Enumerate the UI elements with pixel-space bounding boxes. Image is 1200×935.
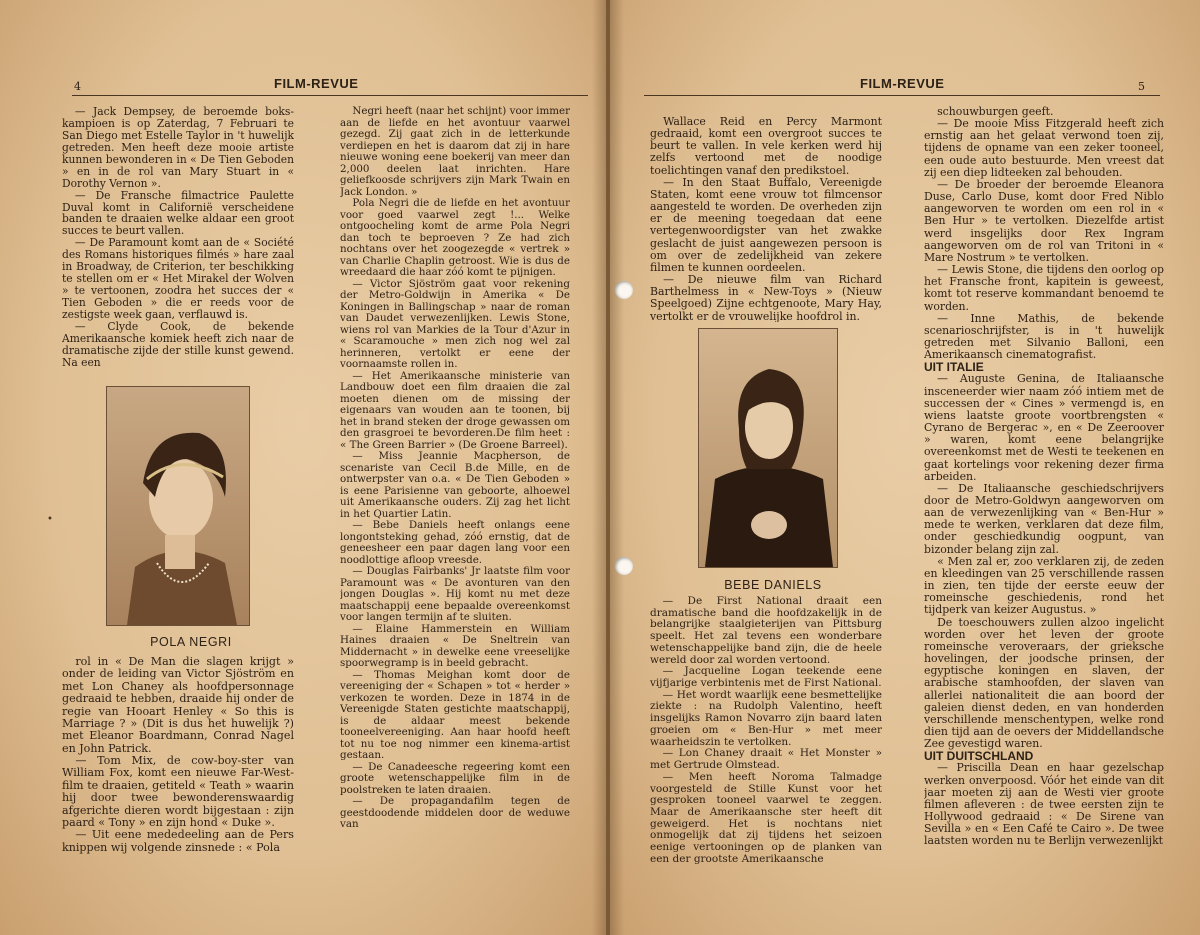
paragraph: — De broeder der beroemde Eleanora Duse, Carlo Duse, komt door Fred Niblo aangeworven te worden om een rol in « Ben Hur » te vertolken. Diezelfde artist werd insgelijks door Rex Ingram aangeworven om de rol van Tritoni in « Mare Nostrum » te vertolken. (924, 177, 1164, 264)
paragraph: — Elaine Hammerstein en William Haines draaien « De Sneltrein van Middernacht » in dewelke eene vreeselijke spoorwegramp is in beeld gebracht. (340, 622, 570, 669)
paragraph: — Inne Mathis, de bekende scenarioschrijfster, is in 't huwelijk getreden met Silvanio Balloni, een Amerikaansch cinematografist. (924, 311, 1164, 362)
paragraph: — De First National draait een dramatische band die hoofdzakelijk in de belangrijke staalgieterijen van Pittsburg speelt. Het zal tevens een wonderbare wetenschappelijke band zijn, die de heele wereld door zal worden vertoond. (650, 596, 882, 666)
col2-section-a (924, 106, 1164, 361)
header-rule (644, 95, 1160, 96)
paragraph: Negri heeft (naar het schijnt) voor immer aan de liefde en het avontuur vaarwel gezegd. Zij gaat zich in de letterkunde verdiepen en het is daarom dat zij in hare nieuwe woning eene boekerij van meer dan 2,000 deelen laat inrichten. Hare geliefkoosde schrijvers zijn Mark Twain en Jack London. » (340, 106, 570, 198)
portrait-image (699, 329, 837, 567)
paragraph: — De mooie Miss Fitzgerald heeft zich ernstig aan het gelaat verwond toen zij, tijdens de opname van een zeker tooneel, een oude auto bestuurde. Men vreest dat zij een diep lidteeken zal behouden. (924, 117, 1164, 179)
paragraph: — Jack Dempsey, de beroemde boks-kampioen is op Zaterdag, 7 Februari te San Diego met Estelle Taylor in 't huwelijk getreden. Men heeft deze mooie artiste kunnen bewonderen in « De Tien Geboden » en in de rol van Mary Stuart in « Dorothy Vernon ». (62, 106, 294, 190)
paragraph: — Auguste Genina, de Italiaansche insceneerder wier naam zóó intiem met de successen der « Cines » vermengd is, en wiens laatste groote voortbrengsten « Cyrano de Bergerac », en « De Zeeroover » waren, komt eene belangrijke overeenkomst met de Westi te teekenen en gaat kortelings voor rekening dezer firma arbeiden. (924, 372, 1164, 483)
paragraph: — Het wordt waarlijk eene besmettelijke ziekte : na Rudolph Valentino, heeft insgelijks Ramon Novarro zijn baard laten groeien om « Ben-Hur » met meer waarheidszin te vertolken. (650, 688, 882, 748)
paragraph: — De Fransche filmactrice Paulette Duval komt in Californië verscheidene banden te draaien welke aldaar een groot succes te beurt vallen. (62, 188, 294, 238)
right-col2 (924, 106, 1164, 856)
bebe-daniels-photo (698, 328, 838, 568)
right-page (610, 0, 1200, 935)
punch-hole (615, 557, 633, 575)
paragraph: — Clyde Cook, de bekende Amerikaansche komiek heeft zich naar de dramatische zijde der stille kunst gewend. Na een (62, 319, 294, 369)
paragraph: — Lewis Stone, die tijdens den oorlog op het Fransche front, kapitein is geweest, komt tot reserve kommandant benoemd te worden. (924, 263, 1164, 313)
paragraph: De toeschouwers zullen alzoo ingelicht worden over het leven der groote romeinsche veroveraars, der grieksche hovelingen, der joodsche prinsen, der egyptische koningen en slaven, der arabische stamhoofden, der slaven van allerlei nationaliteit die aan boord der galeien dienst deden, en van honderden verschillende menschentypen, welke rond dien tijd aan de oevers der Middellandsche Zee gevestigd waren. (924, 615, 1164, 751)
header-rule (72, 95, 588, 96)
paragraph: — Douglas Fairbanks' Jr laatste film voor Paramount was « De avonturen van den jongen Douglas ». Hij komt nu met deze maatschappij eene bepaalde overeenkomst voor langen termijn af te sluiten. (340, 565, 570, 623)
paragraph: — De propagandafilm tegen de geestdoodende middelen door de weduwe van (340, 795, 570, 830)
punch-hole (615, 281, 633, 299)
paragraph: — In den Staat Buffalo, Vereenigde Staten, komt eene vrouw tot filmcensor aangesteld te worden. De overheden zijn er de meening toegedaan dat eene vertegenwoordigster van het zwakke geslacht de juist aangewezen persoon is om over de zedelijkheid van zekere filmen te kunnen oordeelen. (650, 175, 882, 274)
paragraph: — Miss Jeannie Macpherson, de scenariste van Cecil B.de Mille, en de ontwerpster van o.a. « De Tien Geboden » is eene Parisienne van geboorte, alhoewel uit Amerikaansche ouders. Zij zag het licht in het Quartier Latin. (340, 450, 570, 520)
paragraph: — Victor Sjöström gaat voor rekening der Metro-Goldwijn in Amerika « De Koningen in Ballingschap » naar de roman van Daudet verwezenlijken. Lewis Stone, wiens rol van Markies de la Tour d'Azur in « Scaramouche » men zich nog wel zal herinneren, vertolkt er eene der voornaamste rollen in. (340, 277, 570, 370)
heading-uit-duitschland: UIT DUITSCHLAND (924, 749, 1034, 764)
pola-negri-photo (106, 386, 250, 626)
page-number: 5 (1138, 80, 1145, 93)
paragraph: Wallace Reid en Percy Marmont gedraaid, komt een overgroot succes te beurt te vallen. In vele kerken werd hij zelfs vertoond met de noodige toelichtingen vanaf den predikstoel. (650, 116, 882, 177)
paragraph: « Men zal er, zoo verklaren zij, de zeden en kleedingen van 25 verschillende rassen in zien, ten tijde der eerste eeuw der romeinsche geschiedenis, rond het tijdperk van keizer Augustus. » (924, 554, 1164, 617)
photo-caption: BEBE DANIELS (724, 578, 822, 592)
photo-caption: POLA NEGRI (150, 635, 232, 649)
paragraph: — Jacqueline Logan teekende eene vijfjarige verbintenis met de First National. (650, 665, 882, 690)
paragraph: — Uit eene mededeeling aan de Pers knippen wij volgende zinsnede : « Pola (62, 828, 294, 854)
col2-section-c (924, 762, 1164, 847)
running-head: FILM-REVUE (860, 76, 945, 91)
running-head: FILM-REVUE (274, 76, 359, 91)
paragraph: — Men heeft Noroma Talmadge voorgesteld de Stille Kunst voor het gesproken tooneel vaarwel te zeggen. Maar de Amerikaansche ster heeft dit geweigerd. Het is nochtans niet onmogelijk dat zij tijdens het seizoen eenige vertooningen op de planken van een der grootste Amerikaansche (650, 770, 882, 865)
margin-mark: • (47, 514, 53, 525)
paragraph: — Lon Chaney draait « Het Monster » met Gertrude Olmstead. (650, 747, 882, 772)
paragraph: — De nieuwe film van Richard Barthelmess in « New-Toys » (Nieuw Speelgoed) Zijne echtgenoote, Mary Hay, vertolkt er de vrouwelijke hoofdrol in. (650, 273, 882, 322)
paragraph: — De Canadeesche regeering komt een groote wetenschappelijke film in de poolstreken te laten draaien. (340, 760, 570, 796)
paragraph: — De Italiaansche geschiedschrijvers door de Metro-Goldwyn aangeworven om aan de verwezenlijking van « Ben-Hur » mede te werken, verklaren dat deze film, onder geschiedkundig oogpunt, van bizonder belang zijn zal. (924, 481, 1164, 556)
portrait-image (107, 387, 249, 625)
paragraph: — Priscilla Dean en haar gezelschap werken onverpoosd. Vóór het einde van dit jaar moeten zij aan de Westi vier groote filmen afleveren : de twee eersten zijn te Hollywood gedraaid : « De Sirene van Sevilla » en « Een Café te Cairo ». De twee laatsten worden nu te Berlijn verwezenlijkt (924, 761, 1164, 848)
left-col1-bottom (62, 656, 294, 856)
left-col2 (340, 106, 570, 856)
heading-uit-italie: UIT ITALIE (924, 360, 984, 375)
paragraph: — De Paramount komt aan de « Société des Romans historiques filmés » hare zaal in Broadway, de Criterion, ter beschikking te stellen om er « Het Mirakel der Wolven » te vertoonen, zoodra het succes der « Tien Geboden » die er reeds voor de zestigste week gaan, verflauwd is. (62, 236, 294, 321)
paragraph: rol in « De Man die slagen krijgt » onder de leiding van Victor Sjöström en met Lon Chaney als hoofdpersonnage gedraaid te hebben, draaide hij onder de regie van Hooart Henley « So this is Marriage ? » (Dit is dus het huwelijk ?) met Eleanor Boardmann, Conrad Nagel en John Patrick. (62, 656, 294, 755)
paragraph: — Het Amerikaansche ministerie van Landbouw doet een film draaien die zal moeten dienen om de missing der eigenaars van wouden aan te toonen, bij het in brand steken der droge gewassen om den grasgroei te bevorderen.De film heet : « The Green Barrier » (De Groene Barreel). (340, 369, 570, 451)
paragraph: — Thomas Meighan komt door de vereeniging der « Schapen » tot « herder » verkozen te worden. Deze in 1874 in de Vereenigde Staten gestichte maatschappij, is de aldaar meest bekende tooneelvereeniging. Aan haar hoofd heeft tot nu toe nog nimmer een kinema-artist gestaan. (340, 668, 570, 761)
right-col1-top (650, 116, 882, 322)
paragraph: — Bebe Daniels heeft onlangs eene longontsteking gehad, zóó ernstig, dat de geneesheer een paar dagen lang voor een noodlottige afloop vreesde. (340, 519, 570, 566)
right-col1-bottom (650, 596, 882, 866)
col2-section-b (924, 373, 1164, 750)
paragraph: — Tom Mix, de cow-boy-ster van William Fox, komt een nieuwe Far-West-film te draaien, getiteld « Teath » waarin hij door twee bewonderenswaardig afgerichte dieren wordt bijgestaan : zijn paard « Tony » en zijn hond « Duke ». (62, 754, 294, 829)
paragraph: schouwburgen geeft. (937, 106, 1054, 118)
left-col1-top (62, 106, 294, 376)
page-number: 4 (74, 80, 81, 93)
paragraph: Pola Negri die de liefde en het avontuur voor goed vaarwel zegt !... Welke ontgoocheling komt de arme Pola Negri dan toch te beproeven ? Ze had zich nochtans over het zoogezegde « vertrek » van Charlie Chaplin getroost. Wie is dus de wreedaard die haar zóó komt te pijnigen. (340, 197, 570, 278)
